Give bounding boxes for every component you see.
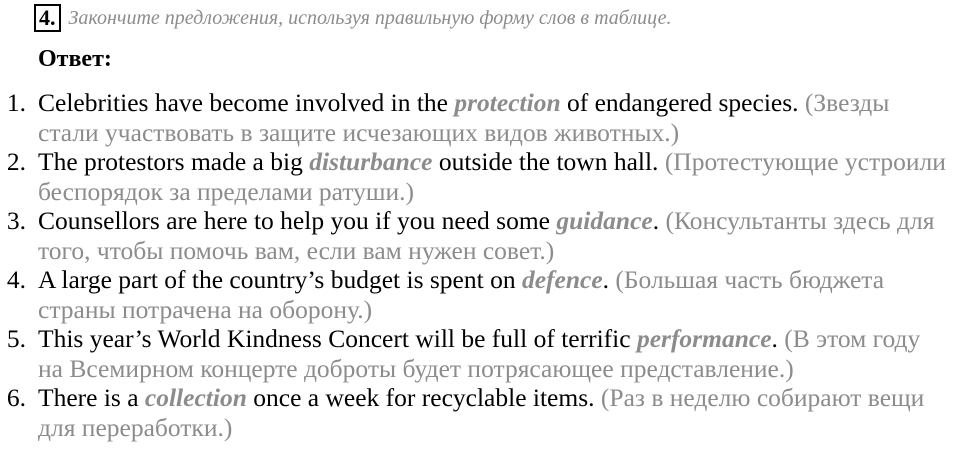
answer-keyword: defence: [521, 265, 603, 294]
list-item: [0, 383, 950, 442]
answer-list: [0, 88, 960, 442]
sentence-end: of endangered species.: [560, 88, 805, 117]
answer-keyword: guidance: [556, 206, 653, 235]
answer-keyword: disturbance: [309, 147, 433, 176]
item-number: 3.: [6, 206, 26, 235]
translation: (В этом году на Всемирном концерте доброты будет потрясающее представление.): [38, 324, 921, 383]
answer-label: Ответ:: [38, 46, 112, 72]
item-number: 4.: [6, 265, 26, 294]
sentence-start: This year’s World Kindness Concert will be full of terrific: [38, 324, 637, 353]
sentence-start: A large part of the country’s budget is spent on: [38, 265, 522, 294]
task-number: 4.: [34, 4, 61, 32]
answer-keyword: protection: [454, 88, 561, 117]
sentence-end: .: [602, 265, 616, 294]
item-number: 1.: [6, 88, 26, 117]
translation: (Консультанты здесь для того, чтобы помочь вам, если вам нужен совет.): [38, 206, 935, 265]
sentence-end: .: [771, 324, 785, 353]
sentence-start: Counsellors are here to help you if you need some: [38, 206, 557, 235]
sentence-start: There is a: [38, 383, 145, 412]
list-item: [0, 324, 950, 383]
list-item: [0, 265, 950, 324]
sentence-start: The protestors made a big: [38, 147, 310, 176]
list-item: [0, 147, 950, 206]
list-item: [0, 88, 950, 147]
translation: (Протестующие устроили беспорядок за пределами ратуши.): [38, 147, 946, 206]
sentence-end: .: [652, 206, 666, 235]
translation: (Раз в неделю собирают вещи для переработки.): [38, 383, 925, 442]
item-number: 6.: [6, 383, 26, 412]
task-header: [34, 4, 671, 32]
list-item: [0, 206, 950, 265]
translation: (Большая часть бюджета страны потрачена на оборону.): [38, 265, 885, 324]
item-number: 2.: [6, 147, 26, 176]
item-number: 5.: [6, 324, 26, 353]
answer-keyword: collection: [144, 383, 247, 412]
sentence-start: Celebrities have become involved in the: [38, 88, 455, 117]
answer-keyword: performance: [636, 324, 772, 353]
sentence-end: outside the town hall.: [432, 147, 665, 176]
sentence-end: once a week for recyclable items.: [246, 383, 601, 412]
translation: (Звезды стали участвовать в защите исчезающих видов животных.): [38, 88, 890, 147]
task-instruction: Закончите предложения, используя правильную форму слов в таблице.: [68, 6, 672, 29]
